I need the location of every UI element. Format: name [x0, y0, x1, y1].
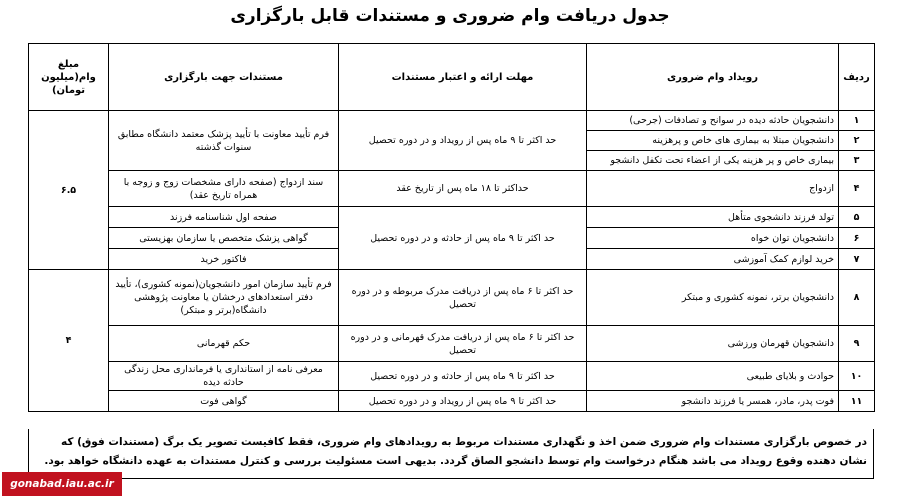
header-row-number: ردیف	[839, 44, 875, 111]
amount-cell: ۶.۵	[29, 111, 109, 270]
event-cell: تولد فرزند دانشجوی متأهل	[587, 207, 839, 228]
deadline-cell: حد اکثر تا ۹ ماه پس از حادثه و در دوره تحصیل	[339, 207, 587, 270]
event-cell: ازدواج	[587, 171, 839, 207]
header-deadline: مهلت ارائه و اعتبار مستندات	[339, 44, 587, 111]
documents-cell: صفحه اول شناسنامه فرزند	[109, 207, 339, 228]
row-number: ۱	[839, 111, 875, 131]
event-cell: دانشجویان قهرمان ورزشی	[587, 326, 839, 362]
row-number: ۷	[839, 249, 875, 270]
row-number: ۱۰	[839, 362, 875, 391]
row-number: ۲	[839, 131, 875, 151]
header-amount: مبلغ وام(میلیون تومان)	[29, 44, 109, 111]
header-event: رویداد وام ضروری	[587, 44, 839, 111]
row-number: ۳	[839, 151, 875, 171]
documents-cell: حکم قهرمانی	[109, 326, 339, 362]
deadline-cell: حد اکثر تا ۶ ماه پس از دریافت مدرک مربوطه و در دوره تحصیل	[339, 270, 587, 326]
event-cell: فوت پدر، مادر، همسر یا فرزند دانشجو	[587, 391, 839, 412]
row-number: ۴	[839, 171, 875, 207]
row-number: ۸	[839, 270, 875, 326]
table-row	[29, 171, 875, 207]
deadline-cell: حد اکثر تا ۹ ماه پس از حادثه و در دوره تحصیل	[339, 362, 587, 391]
note-text: در خصوص بارگزاری مستندات وام ضروری ضمن اخذ و نگهداری مستندات مربوط به رویدادهای وام ضروری، فقط کافیست تصویر یک برگ (مستندات فوق) که نشان دهنده وقوع رویداد می باشد هنگام درخواست وام توسط دانشجو الصاق گردد. بدیهی است مسئولیت بررسی و کنترل مستندات به عهده دانشگاه خواهد بود.	[28, 429, 874, 479]
loan-table	[28, 43, 875, 412]
event-cell: خرید لوازم کمک آموزشی	[587, 249, 839, 270]
row-number: ۹	[839, 326, 875, 362]
documents-cell: معرفی نامه از استانداری یا فرمانداری محل زندگی حادثه دیده	[109, 362, 339, 391]
event-cell: دانشجویان مبتلا به بیماری های خاص و پرهزینه	[587, 131, 839, 151]
deadline-cell: حداکثر تا ۱۸ ماه پس از تاریخ عقد	[339, 171, 587, 207]
event-cell: دانشجویان حادثه دیده در سوانح و تصادفات (جرحی)	[587, 111, 839, 131]
table-row	[29, 207, 875, 228]
table-row	[29, 111, 875, 131]
table-row	[29, 326, 875, 362]
row-number: ۵	[839, 207, 875, 228]
deadline-cell: حد اکثر تا ۶ ماه پس از دریافت مدرک قهرمانی و در دوره تحصیل	[339, 326, 587, 362]
table-row	[29, 270, 875, 326]
row-number: ۱۱	[839, 391, 875, 412]
event-cell: دانشجویان برتر، نمونه کشوری و مبتکر	[587, 270, 839, 326]
page-title: جدول دریافت وام ضروری و مستندات قابل بارگزاری	[230, 6, 670, 26]
deadline-cell: حد اکثر تا ۹ ماه پس از رویداد و در دوره تحصیل	[339, 391, 587, 412]
event-cell: بیماری خاص و پر هزینه یکی از اعضاء تحت تکفل دانشجو	[587, 151, 839, 171]
documents-cell: گواهی پزشک متخصص یا سازمان بهزیستی	[109, 228, 339, 249]
table-row	[29, 391, 875, 412]
documents-cell: فاکتور خرید	[109, 249, 339, 270]
table-row	[29, 362, 875, 391]
documents-cell: فرم تأیید معاونت با تأیید پزشک معتمد دانشگاه مطابق سنوات گذشته	[109, 111, 339, 171]
documents-cell: فرم تأیید سازمان امور دانشجویان(نمونه کشوری)، تأیید دفتر استعدادهای درخشان یا معاونت پژوهشی دانشگاه(برتر و مبتکر)	[109, 270, 339, 326]
amount-cell: ۴	[29, 270, 109, 412]
event-cell: دانشجویان توان خواه	[587, 228, 839, 249]
event-cell: حوادث و بلایای طبیعی	[587, 362, 839, 391]
header-documents: مستندات جهت بارگزاری	[109, 44, 339, 111]
table-header-row	[29, 44, 875, 111]
documents-cell: سند ازدواج (صفحه دارای مشخصات زوج و زوجه با همراه تاریخ عقد)	[109, 171, 339, 207]
site-url-badge[interactable]: gonabad.iau.ac.ir	[2, 472, 122, 496]
deadline-cell: حد اکثر تا ۹ ماه پس از رویداد و در دوره تحصیل	[339, 111, 587, 171]
documents-cell: گواهی فوت	[109, 391, 339, 412]
row-number: ۶	[839, 228, 875, 249]
